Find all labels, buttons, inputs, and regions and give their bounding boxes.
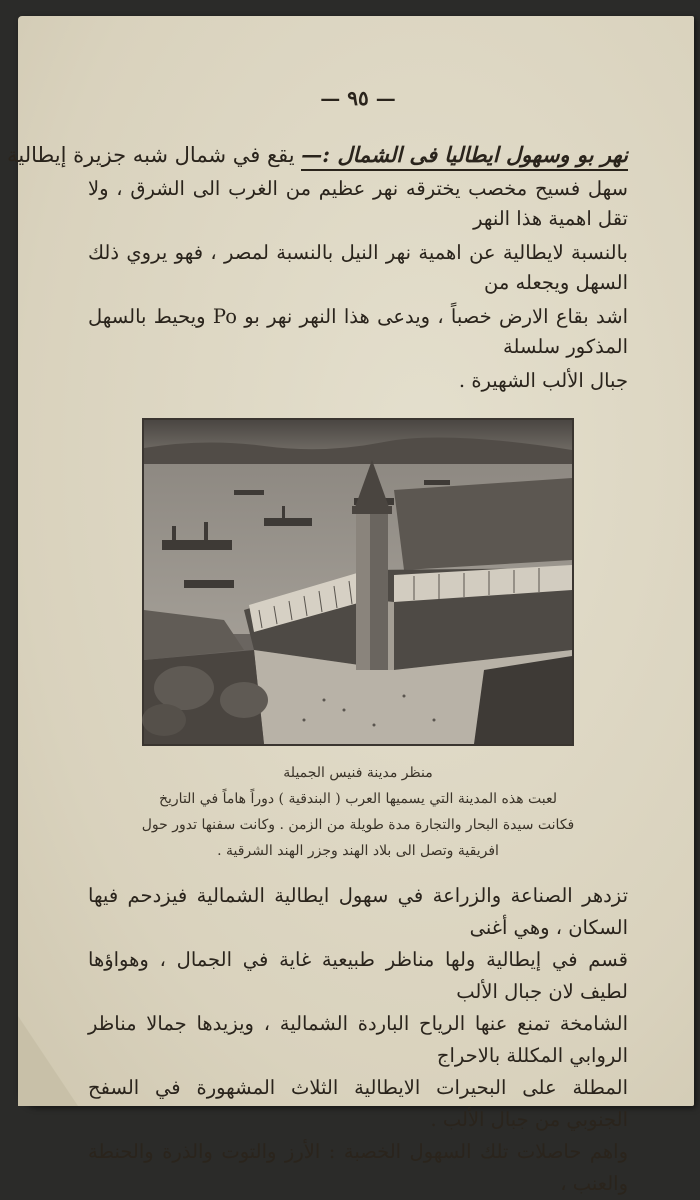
body-line: واهم حاصلات تلك السهول الخصبة : الأرز والتوت والذرة والحنطة والعنب ، <box>88 1140 628 1195</box>
paragraph-line: اشد بقاع الارض خصباً ، ويدعى هذا النهر نهر بو Po ويحيط بالسهل المذكور سلسلة <box>88 305 629 358</box>
body-line: المطلة على البحيرات الايطالية الثلاث المشهورة في السفح الجنوبي من جبال الألب . <box>88 1076 628 1131</box>
venice-photo <box>142 418 574 746</box>
page-corner-fold <box>18 1016 78 1106</box>
section-title: نهر بو وسهول ايطاليا فى الشمال :— <box>301 142 628 171</box>
caption-title: منظر مدينة فنيس الجميلة <box>283 765 433 781</box>
intro-paragraph <box>88 174 628 396</box>
caption-line: لعبت هذه المدينة التي يسميها العرب ( البندقية ) دوراً هاماً في التاريخ <box>158 791 558 807</box>
section-heading <box>7 140 628 170</box>
paragraph-line: جبال الألب الشهيرة . <box>458 369 628 392</box>
page-number: — ٩٥ — <box>320 86 396 110</box>
caption-line: فكانت سيدة البحار والتجارة مدة طويلة من الزمن . وكانت سفنها تدور حول <box>141 817 575 833</box>
body-paragraph <box>88 880 628 1200</box>
body-line: تزدهر الصناعة والزراعة في سهول ايطالية الشمالية فيزدحم فيها السكان ، وهي أغنى <box>88 884 628 939</box>
book-page <box>7 16 694 1195</box>
body-line: قسم في إيطالية ولها مناظر طبيعية غاية في الجمال ، وهواؤها لطيف لان جبال الألب <box>88 948 628 1003</box>
body-line: الشامخة تمنع عنها الرياح الباردة الشمالية ، ويزيدها جمالا مناظر الروابي المكللة بالاحراج <box>88 1012 628 1067</box>
section-intro: يقع في شمال شبه جزيرة إيطالية <box>7 143 295 167</box>
paragraph-line: سهل فسيح مخصب يخترقه نهر عظيم من الغرب الى الشرق ، ولا تقل اهمية هذا النهر <box>88 177 628 230</box>
page-content <box>7 86 629 1200</box>
caption-line: افريقية وتصل الى بلاد الهند وجزر الهند الشرقية . <box>217 843 499 859</box>
paragraph-line: بالنسبة لايطالية عن اهمية نهر النيل بالنسبة لمصر ، فهو يروي ذلك السهل ويجعله من <box>88 241 628 294</box>
figure-caption <box>88 760 628 864</box>
